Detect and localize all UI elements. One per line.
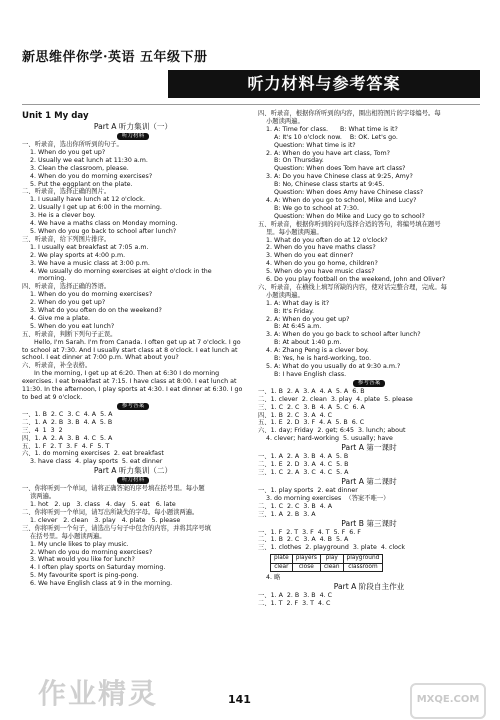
section-tag-label: 参考答案: [117, 403, 149, 410]
text-line: 4. When do you do morning exercises?: [30, 172, 153, 180]
text-line: 二、你将听到一个单词，请写出所缺失的字母。每小题读两遍。: [22, 508, 199, 516]
section-tag: [22, 476, 244, 485]
text-line: 六、听录音，补全表格。: [22, 362, 92, 370]
left-column: [22, 110, 244, 588]
text-line: 3. When do you eat dinner?: [266, 252, 354, 260]
text-line: Question: When do Mike and Lucy go to school?: [274, 212, 425, 220]
text-line: morning.: [38, 275, 67, 283]
text-line: 5. A: What do you usually do at 9:30 a.m.?: [266, 363, 401, 370]
section-header: Part A 第二课时: [341, 476, 397, 486]
text-line: Question: What time is it?: [274, 141, 356, 149]
text-line: 一、1. B 2. C 3. C 4. A 5. A: [22, 410, 113, 418]
text-line: 1. A: Time for class. B: What time is it?: [266, 125, 398, 133]
text-line: 4. clever; hard-working 5. usually; have: [266, 435, 393, 443]
text-line: 2. Usually I get up at 6:00 in the morning.: [30, 204, 162, 212]
text-line: 4. A: Zhang Peng is a clever boy.: [266, 347, 369, 355]
text-line: 2. A: When do you have art class, Tom?: [266, 149, 390, 157]
text-line: 1. hot 2. up 3. class 4. day 5. eat 6. late: [30, 501, 176, 509]
text-line: 三、1. C 2. C 3. B 4. A 5. C 6. A: [258, 403, 365, 411]
table-row: [271, 555, 383, 564]
text-line: 5. My favourite sport is ping-pong.: [30, 572, 139, 580]
text-line: 3. What do you often do on the weekend?: [30, 307, 162, 315]
text-line: 1. I usually have lunch at 12 o'clock.: [30, 196, 145, 204]
text-line: B: Yes, he is hard-working, too.: [274, 355, 372, 363]
table-cell: clear: [271, 563, 293, 572]
text-line: 里。每小题读两遍。: [266, 228, 323, 236]
text-line: 二、听录音，选择正确的图片。: [22, 188, 111, 196]
text-line: B: No, Chinese class starts at 9:45.: [274, 181, 385, 189]
text-line: 六、1. do morning exercises 2. eat breakfast: [22, 450, 164, 458]
text-line: 6. Do you play football on the weekend, John and Oliver?: [266, 276, 446, 284]
section-header: Part A 阶段自主作业: [333, 582, 405, 592]
text-line: 读两遍。: [30, 493, 56, 501]
text-line: 5. When do you eat lunch?: [30, 322, 115, 330]
text-line: 1. When do you do morning exercises?: [30, 291, 153, 299]
text-line: 1. What do you often do at 12 o'clock?: [266, 236, 388, 244]
table-cell: close: [292, 563, 320, 572]
table-cell: play: [320, 555, 343, 564]
text-line: 4. We have a maths class on Monday morning.: [30, 220, 178, 228]
text-line: 4. 略: [266, 574, 281, 582]
section-tag-label: 听力材料: [117, 133, 149, 140]
text-line: 2. When do you have maths class?: [266, 244, 376, 252]
text-line: B: At 6:45 a.m.: [274, 323, 322, 331]
section-tag: [22, 132, 244, 141]
text-line: 2. When do you get up?: [30, 299, 106, 307]
text-line: 4. A: When do you go to school, Mike and Lucy?: [266, 196, 417, 204]
text-line: 二、1. A 2. B 3. B 4. A 5. B: [22, 418, 113, 426]
text-line: 1. clever 2. clean 3. play 4. plate 5. please: [30, 516, 181, 524]
text-line: 4. I often play sports on Saturday morning.: [30, 564, 166, 572]
text-line: B: It's Friday.: [274, 307, 314, 315]
text-line: 3. have class 4. play sports 5. eat dinner: [30, 458, 163, 466]
text-line: B: At about 1:40 p.m.: [274, 339, 342, 347]
text-line: 2. Usually we eat lunch at 11:30 a.m.: [30, 156, 148, 164]
text-line: 四、1. B 2. C 3. A 4. C: [258, 411, 333, 419]
text-line: 小题读两遍。: [266, 291, 304, 299]
text-line: B: We go to school at 7:30.: [274, 204, 360, 212]
text-line: 4. Give me a plate.: [30, 314, 91, 322]
watermark: 作业精灵: [38, 677, 159, 710]
text-line: 在括号里。每小题读两遍。: [30, 532, 106, 540]
text-line: 1. My uncle likes to play music.: [30, 540, 129, 548]
text-line: B: On Thursday.: [274, 157, 324, 165]
text-line: 4. We usually do morning exercises at eight o'clock in the: [30, 267, 212, 275]
text-line: 2. We play sports at 4:00 p.m.: [30, 251, 126, 259]
header-divider: [22, 104, 480, 105]
text-line: 四、1. A 2. A 3. B 4. C 5. A: [22, 434, 113, 442]
page-number: 141: [228, 693, 251, 706]
text-line: 二、1. clever 2. clean 3. play 4. plate 5. please: [258, 395, 413, 403]
book-header: 新思维伴你学·英语 五年级下册: [22, 50, 208, 65]
text-line: 一、1. A 2. B 3. B 4. C: [258, 592, 332, 600]
text-line: 五、1. E 2. D 3. F 4. A 5. B 6. C: [258, 419, 365, 427]
text-line: 一、1. A 2. A 3. B 4. A 5. B: [258, 453, 349, 461]
text-line: 三、1. A 2. B 3. A: [258, 510, 316, 518]
text-line: 5. When do you have music class?: [266, 268, 375, 276]
text-line: 小题读两遍。: [266, 117, 304, 125]
section-header: Part A 听力集训（一）: [93, 122, 173, 131]
answer-table: [270, 554, 383, 572]
text-line: 1. When do you get up?: [30, 148, 106, 156]
text-line: 四、听录音，选择正确的答语。: [22, 283, 111, 291]
text-line: 一、你将听到一个单词，请将正确答案的序号填在括号里。每小题: [22, 485, 205, 493]
text-line: B: I have English class.: [274, 370, 347, 378]
text-line: 一、1. play sports 2. eat dinner: [258, 486, 358, 494]
text-line: 五、听录音，判断下列句子正误。: [22, 330, 117, 338]
page-title: 听力材料与参考答案: [168, 70, 480, 98]
text-line: 二、1. T 2. F 3. T 4. C: [258, 600, 331, 608]
text-line: 3. We have a music class at 3:00 p.m.: [30, 259, 150, 267]
section-header: Part A 听力集训（二）: [93, 466, 173, 476]
text-line: 6. We have English class at 9 in the morning.: [30, 580, 173, 588]
passage-text: In the morning, I get up at 6:20. Then at 6:30 I do morning exercises. I eat breakfast at 7:15. I have class at 8:00. I eat lunch at 11:30. In the afternoon, I play sports at 4:30. I eat dinner at 6:30. I go to bed at 9 o'clock.: [22, 370, 243, 401]
text-line: 3. Clean the classroom, please.: [30, 164, 129, 172]
text-line: Question: When does Tom have art class?: [274, 165, 406, 173]
unit-title: Unit 1 My day: [22, 111, 89, 121]
text-line: 3. A: When do you go back to school after lunch?: [266, 331, 421, 339]
text-line: 六、1. day; Friday 2. get; 6:45 3. lunch; about: [258, 427, 406, 435]
table-cell: clean: [320, 563, 343, 572]
text-line: 1. A: What day is it?: [266, 299, 330, 307]
text-line: 五、听录音，根据你听到的问句选择合适的答句，将编号填在题号: [258, 220, 441, 228]
text-line: 3. What would you like for lunch?: [30, 556, 135, 564]
text-line: 3. do morning exercises （答案不唯一）: [266, 494, 390, 502]
text-line: 三、听录音，给下列图片排序。: [22, 235, 111, 243]
section-tag-label: 听力材料: [117, 477, 149, 484]
text-line: 5. Put the eggplant on the plate.: [30, 180, 133, 188]
text-line: 3. He is a clever boy.: [30, 212, 96, 220]
section-tag: [22, 402, 244, 411]
text-line: 二、1. B 2. C 3. A 4. B 5. A: [258, 536, 349, 544]
text-line: 五、1. F 2. T 3. F 4. F 5. T: [22, 442, 110, 450]
section-header: Part A 第一课时: [341, 443, 397, 453]
site-logo: MXQE.COM: [410, 683, 486, 719]
table-cell: plate: [271, 555, 293, 564]
text-line: 2. When do you do morning exercises?: [30, 548, 153, 556]
text-line: 三、1. clothes 2. playground 3. plate 4. clock: [258, 544, 406, 552]
text-line: 六、听录音，在横线上填写所缺的内容，使对话完整合理，完成。每: [258, 283, 447, 291]
text-line: 四、听录音，根据你所听到的内容，圈出相符图片的字母编号。每: [258, 110, 441, 117]
section-tag-label: 参考答案: [353, 380, 385, 387]
text-line: 5. When do you go back to school after lunch?: [30, 227, 177, 235]
text-line: 三、1. C 2. A 3. C 4. C 5. A: [258, 468, 349, 476]
section-tag: [258, 379, 480, 388]
text-line: 二、1. C 2. C 3. B 4. A: [258, 502, 333, 510]
text-line: A: It's 10 o'clock now. B: OK. Let's go.: [274, 133, 398, 141]
text-line: Question: When does Amy have Chinese class?: [274, 189, 424, 197]
text-line: 一、听录音，选出你所听到的句子。: [22, 141, 123, 148]
text-line: 三、4 1 3 2: [22, 426, 63, 434]
text-line: 1. I usually eat breakfast at 7:05 a.m.: [30, 243, 149, 251]
section-header: Part B 第三课时: [341, 518, 397, 528]
right-column: [258, 110, 480, 608]
text-line: 3. A: Do you have Chinese class at 9:25, Amy?: [266, 173, 413, 181]
table-cell: classroom: [343, 563, 383, 572]
text-line: 一、1. F 2. T 3. F 4. T 5. F 6. F: [258, 528, 361, 536]
table-cell: playground: [343, 555, 383, 564]
text-line: 4. When do you go home, children?: [266, 260, 378, 268]
text-line: 二、1. E 2. D 3. A 4. C 5. B: [258, 461, 349, 469]
text-line: 三、你将听到一个句子，请选出与句子中包含的内容，并将其序号填: [22, 524, 211, 532]
passage-text: Hello, I'm Sarah. I'm from Canada. I often get up at 7 o'clock. I go to school at 7:30. And I usually start class at 8 o'clock. I eat lunch at school. I eat dinner at 7:00 p.m. What about you?: [22, 338, 241, 362]
text-line: 一、1. B 2. A 3. A 4. A 5. A 6. B: [258, 387, 365, 395]
text-line: 2. A: When do you get up?: [266, 315, 350, 323]
table-row: [271, 563, 383, 572]
table-cell: players: [292, 555, 320, 564]
